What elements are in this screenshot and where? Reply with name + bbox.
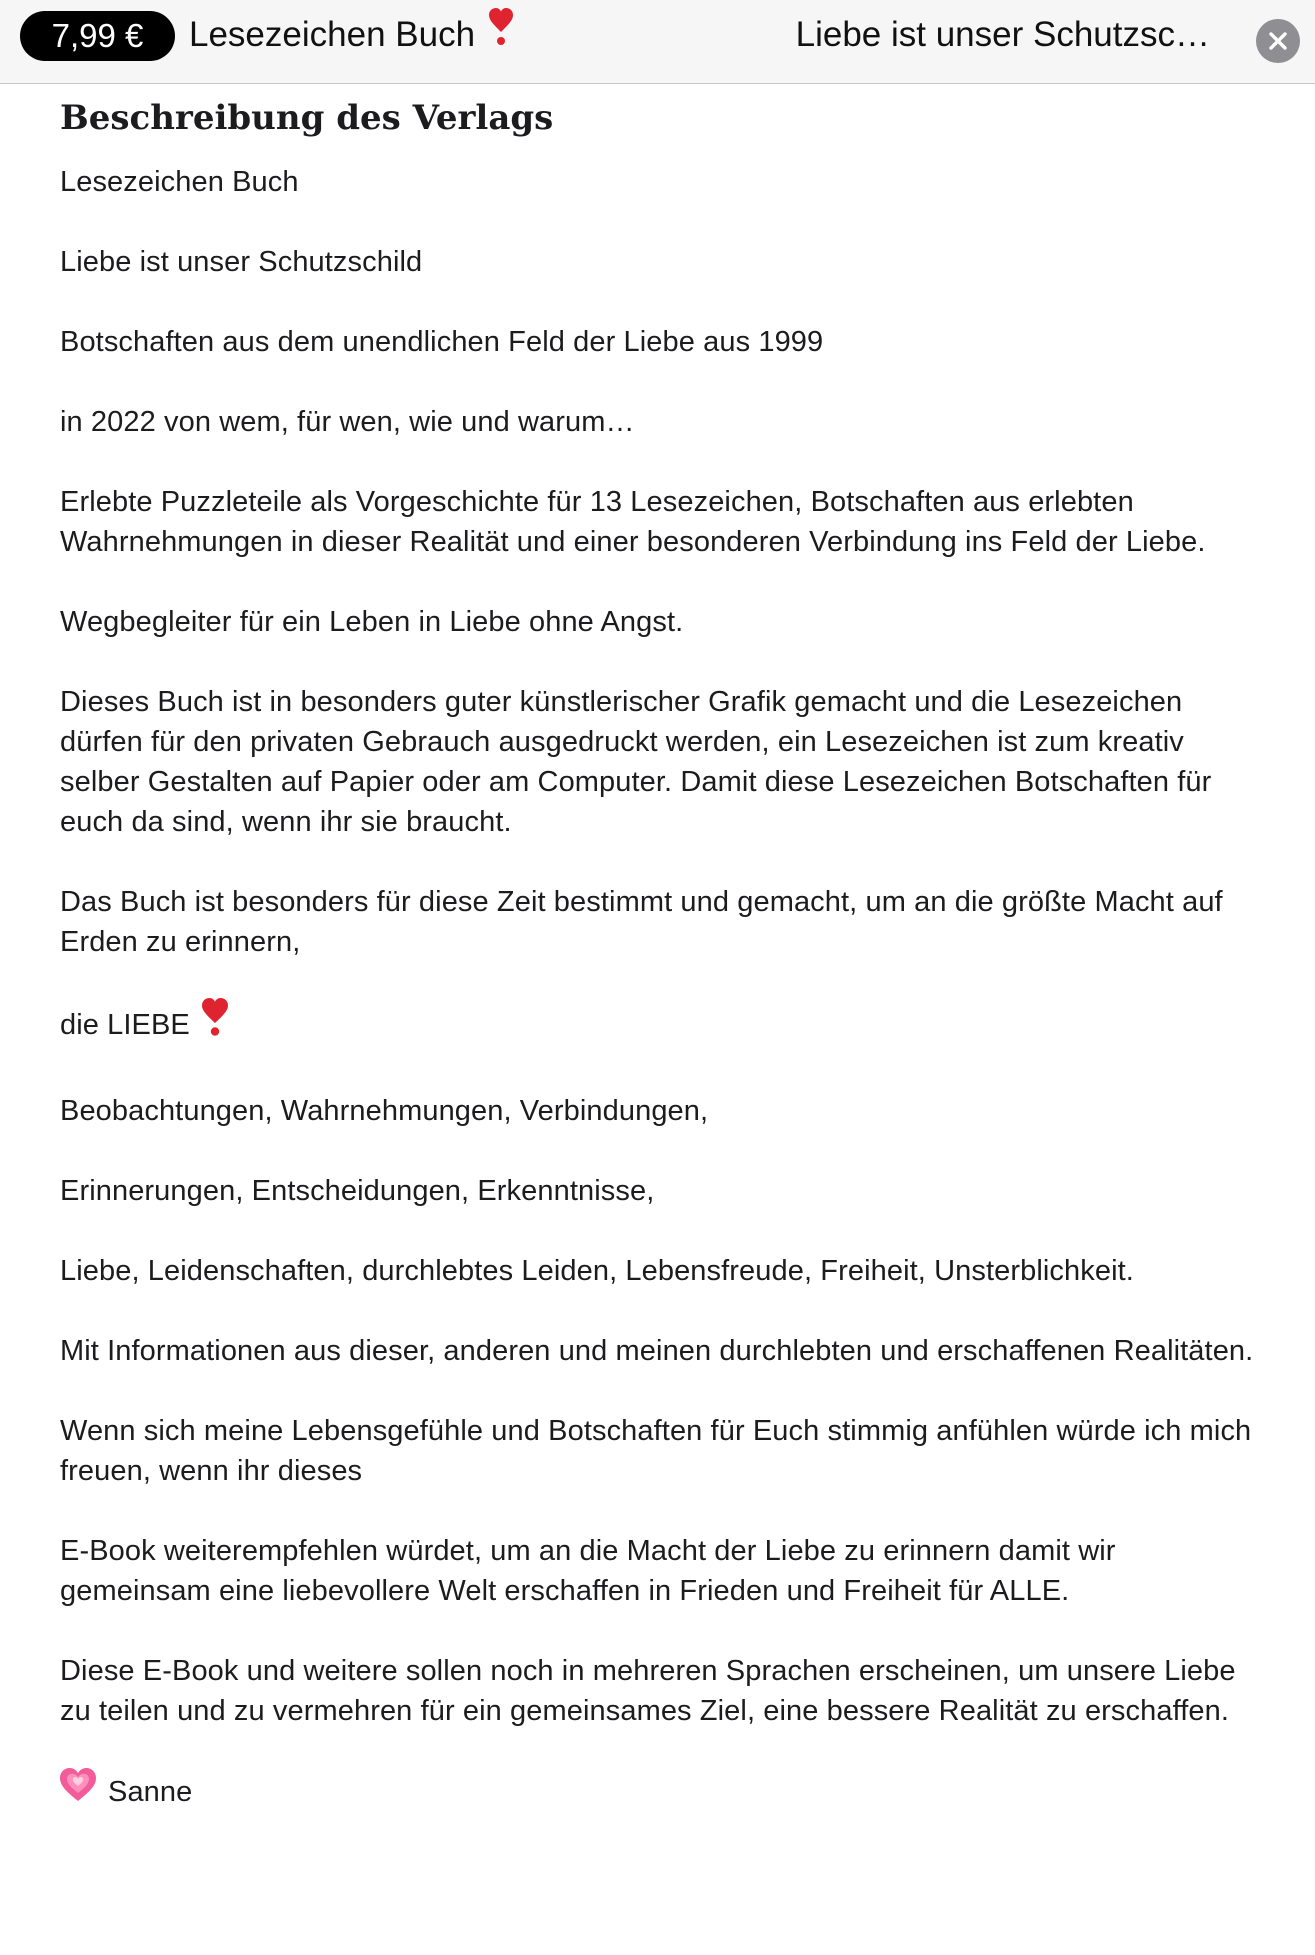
- description-paragraph: Lesezeichen Buch: [60, 166, 299, 198]
- description-paragraph: Erlebte Puzzleteile als Vorgeschichte für 13 Lesezeichen, Botschaften aus erlebten Wahrnehmungen in dieser Realität und einer besonderen Verbindung ins Feld der Liebe.: [60, 486, 1206, 558]
- description-paragraph: in 2022 von wem, für wen, wie und warum…: [60, 406, 635, 438]
- publisher-description: [60, 84, 1260, 1856]
- liebe-text: die LIEBE: [60, 1009, 190, 1042]
- signature-name: Sanne: [108, 1776, 193, 1809]
- description-paragraph: Mit Informationen aus dieser, anderen und meinen durchlebten und erschaffenen Realitäten.: [60, 1335, 1254, 1367]
- description-paragraph: Liebe ist unser Schutzschild: [60, 246, 423, 278]
- description-paragraph: Erinnerungen, Entscheidungen, Erkenntnisse,: [60, 1175, 655, 1207]
- red-exclamation-heart-icon: [202, 998, 228, 1047]
- description-paragraph: Diese E-Book und weitere sollen noch in mehreren Sprachen erscheinen, um unsere Liebe zu teilen und zu vermehren für ein gemeinsames Ziel, eine bessere Realität zu erschaffen.: [60, 1655, 1236, 1727]
- description-paragraph: Wenn sich meine Lebensgefühle und Botschaften für Euch stimmig anfühlen würde ich mich freuen, wenn ihr dieses: [60, 1415, 1252, 1487]
- top-bar: [0, 0, 1315, 84]
- red-exclamation-heart-icon: [489, 8, 513, 60]
- section-heading: Beschreibung des Verlags: [60, 98, 554, 138]
- signature: [60, 1771, 1260, 1816]
- growing-heart-icon: [60, 1768, 96, 1813]
- description-paragraph: Dieses Buch ist in besonders guter künstlerischer Grafik gemacht und die Lesezeichen dürfen für den privaten Gebrauch ausgedruckt werden, ein Lesezeichen ist zum kreativ selber Gestalten auf Papier oder am Computer. Damit diese Lesezeichen Botschaften für euch da sind, wenn ihr sie braucht.: [60, 686, 1212, 838]
- description-paragraph: Beobachtungen, Wahrnehmungen, Verbindungen,: [60, 1095, 709, 1127]
- description-paragraph: E-Book weiterempfehlen würdet, um an die Macht der Liebe zu erinnern damit wir gemeinsam eine liebevollere Welt erschaffen in Frieden und Freiheit für ALLE.: [60, 1535, 1116, 1607]
- description-paragraph: Botschaften aus dem unendlichen Feld der Liebe aus 1999: [60, 326, 824, 358]
- description-paragraph-liebe: [60, 1002, 1260, 1051]
- book-subtitle: Liebe ist unser Schutzsc…: [795, 15, 1210, 54]
- book-title-text: Lesezeichen Buch: [189, 15, 476, 54]
- description-paragraph: Liebe, Leidenschaften, durchlebtes Leiden, Lebensfreude, Freiheit, Unsterblichkeit.: [60, 1255, 1134, 1287]
- description-paragraph: Das Buch ist besonders für diese Zeit bestimmt und gemacht, um an die größte Macht auf Erden zu erinnern,: [60, 886, 1223, 958]
- book-title: [189, 10, 513, 60]
- close-button[interactable]: [1256, 19, 1300, 63]
- price-button[interactable]: 7,99 €: [20, 11, 175, 61]
- description-body: [60, 162, 1260, 1816]
- description-paragraph: Wegbegleiter für ein Leben in Liebe ohne Angst.: [60, 606, 684, 638]
